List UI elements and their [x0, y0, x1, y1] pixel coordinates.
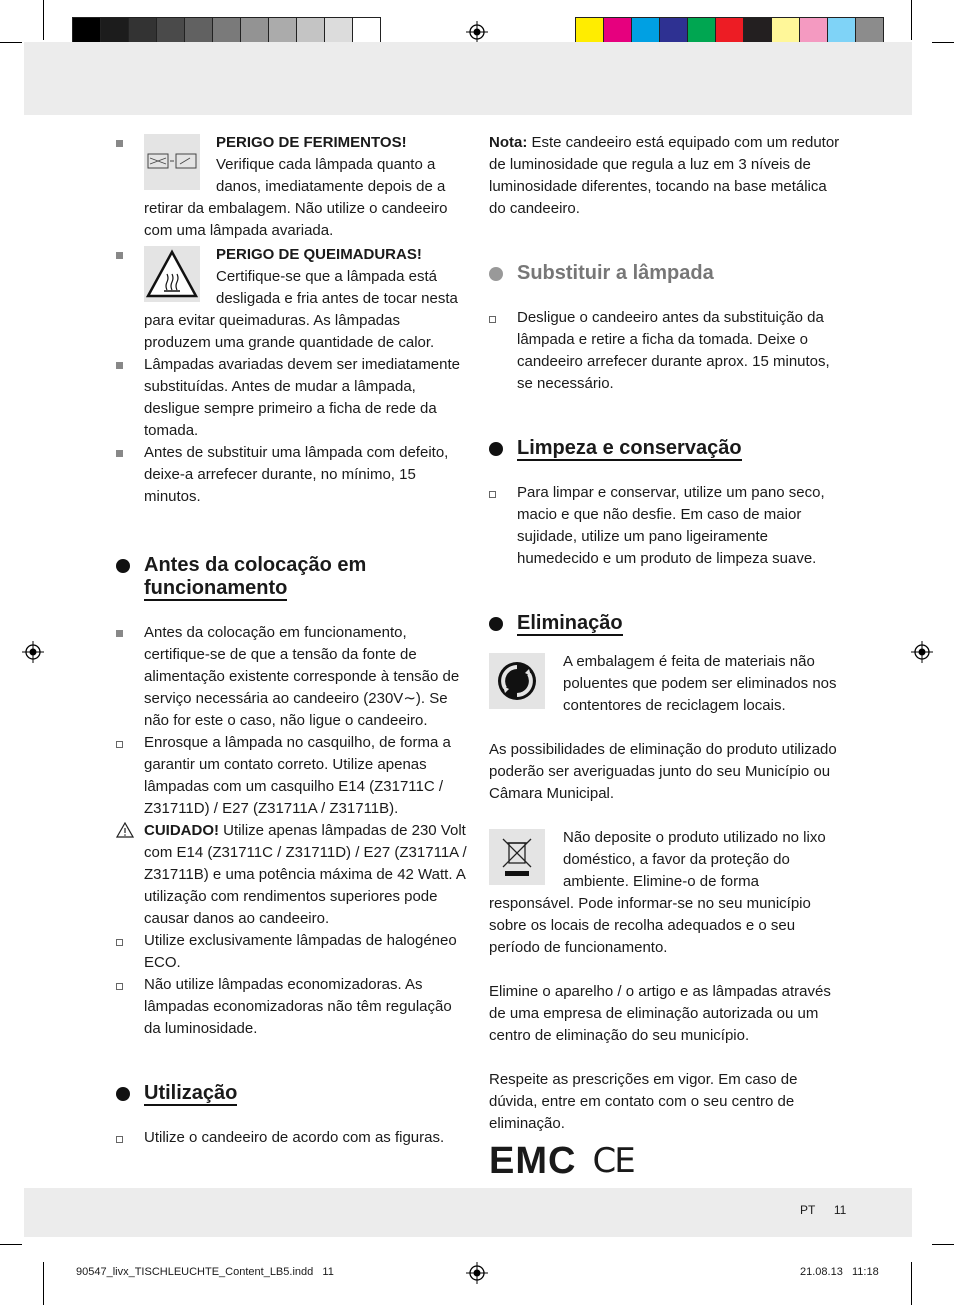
page-number: 11 — [833, 1203, 847, 1217]
list-item — [116, 732, 468, 820]
list-item-text: Não utilize lâmpadas economizadoras. As lâmpadas economizadoras não têm regulação da luminosidade. — [144, 976, 452, 1037]
hot-surface-icon — [144, 246, 200, 302]
heading-dot-icon — [116, 1087, 130, 1101]
list-item — [116, 930, 468, 974]
list-item-text: Para limpar e conservar, utilize um pano seco, macio e que não desfie. Em caso de maior sujidade, utilize um pano ligeiramente humedecido e um produto de limpeza suave. — [517, 484, 825, 567]
crop-mark — [932, 42, 954, 43]
paragraph-text: Elimine o aparelho / o artigo e as lâmpadas através de uma empresa de eliminação autorizada ou um centro de eliminação do seu município. — [489, 983, 831, 1044]
checkbox-bullet — [489, 491, 496, 498]
recycle-green-dot-icon — [489, 653, 545, 709]
warning-triangle-icon — [116, 822, 134, 838]
warn1-body: Verifique cada lâmpada quanto a danos, imediatamente depois de a retirar da embalagem. Não utilize o candeeiro com uma lâmpada avariada. — [144, 156, 448, 239]
lamp-damage-icon — [144, 134, 200, 190]
footer-band — [24, 1188, 912, 1237]
paragraph-text: Respeite as prescrições em vigor. Em caso de dúvida, entre em contato com o seu centro de eliminação. — [489, 1071, 798, 1132]
language-code: PT — [800, 1203, 816, 1217]
warn1-title: PERIGO DE FERIMENTOS! — [216, 134, 407, 151]
warning-injury — [116, 132, 468, 242]
left-column — [116, 132, 468, 1149]
heading-text: funcionamento — [144, 577, 288, 599]
checkbox-bullet — [489, 316, 496, 323]
paragraph-text: As possibilidades de eliminação do produto utilizado poderão ser averiguadas junto do seu Município ou Câmara Municipal. — [489, 741, 837, 802]
warning-burn — [116, 244, 468, 354]
checkbox-bullet — [116, 939, 123, 946]
crop-mark — [932, 1244, 954, 1245]
note-label: Nota: — [489, 134, 528, 151]
registration-mark-icon — [22, 641, 44, 663]
warn2-body: Certifique-se que a lâmpada está desligada e fria antes de tocar nesta para evitar queimaduras. As lâmpadas produzem uma grande quantidade de calor. — [144, 268, 458, 351]
list-item-text: Desligue o candeeiro antes da substituição da lâmpada e retire a ficha da tomada. Deixe o candeeiro arrefecer durante aprox. 15 minutos, se necessário. — [517, 309, 830, 392]
note-body: Este candeeiro está equipado com um redutor de luminosidade que regula a luz em 3 níveis de luminosidade diferentes, tocando na base metálica do candeeiro. — [489, 134, 840, 217]
crop-mark — [43, 1262, 44, 1305]
section-heading-replace-lamp — [489, 262, 841, 285]
list-item — [116, 974, 468, 1040]
section-heading-cleaning — [489, 437, 841, 460]
heading-text: Antes da colocação em — [144, 554, 367, 576]
list-item — [116, 622, 468, 732]
crop-mark — [43, 0, 44, 40]
list-item-text: Lâmpadas avariadas devem ser imediatamente substituídas. Antes de mudar a lâmpada, desligue sempre primeiro a ficha de rede da tomada. — [144, 356, 461, 439]
conformity-marks — [489, 1141, 841, 1181]
square-bullet — [116, 140, 123, 147]
list-item — [489, 307, 841, 395]
list-item — [489, 482, 841, 570]
list-item-text: Utilize exclusivamente lâmpadas de halogéneo ECO. — [144, 932, 457, 971]
crop-mark — [0, 42, 22, 43]
note-paragraph — [489, 132, 841, 220]
list-item — [116, 442, 468, 508]
heading-text: Eliminação — [517, 612, 623, 634]
warn2-title: PERIGO DE QUEIMADURAS! — [216, 246, 422, 263]
checkbox-bullet — [116, 983, 123, 990]
right-column — [489, 132, 841, 1181]
square-bullet — [116, 450, 123, 457]
crossed-bin-icon — [489, 829, 545, 885]
section-heading-disposal — [489, 612, 841, 635]
list-item-text: Utilize o candeeiro de acordo com as figuras. — [144, 1129, 445, 1146]
weee-text: Não deposite o produto utilizado no lixo doméstico, a favor da proteção do ambiente. Elimine-o de forma responsável. Pode informar-se no seu município sobre os locais de recolha adequados e o seu período de funcionamento. — [489, 829, 826, 956]
heading-dot-icon — [489, 267, 503, 281]
caution-note — [116, 820, 468, 930]
registration-mark-icon — [466, 21, 488, 43]
heading-dot-icon — [489, 442, 503, 456]
list-item-text: Enrosque a lâmpada no casquilho, de forma a garantir um contato correto. Utilize apenas lâmpadas com um casquilho E14 (Z31711C / Z31711D) / E27 (Z31711A / Z31711B). — [144, 734, 451, 817]
emc-logo: EMC — [489, 1140, 577, 1182]
checkbox-bullet — [116, 741, 123, 748]
disposal-paragraph — [489, 1069, 841, 1135]
crop-mark — [0, 1244, 22, 1245]
square-bullet — [116, 362, 123, 369]
crop-mark — [911, 1262, 912, 1305]
registration-mark-icon — [911, 641, 933, 663]
list-item — [116, 1127, 468, 1149]
disposal-paragraph — [489, 739, 841, 805]
weee-block — [489, 827, 841, 959]
ce-mark: CE — [592, 1141, 634, 1181]
heading-text: Limpeza e conservação — [517, 437, 742, 459]
heading-text: Substituir a lâmpada — [517, 262, 714, 284]
heading-dot-icon — [116, 559, 130, 573]
list-item-text: Antes de substituir uma lâmpada com defeito, deixe-a arrefecer durante, no mínimo, 15 minutos. — [144, 444, 449, 505]
disposal-paragraph — [489, 981, 841, 1047]
list-item-text: Antes da colocação em funcionamento, certifique-se de que a tensão da fonte de alimentação existente corresponde à tensão de serviço necessária ao candeeiro (230V∼). Se não for este o caso, não ligue o candeeiro. — [144, 624, 460, 729]
recycle-block — [489, 651, 841, 717]
page-footer — [800, 1203, 846, 1217]
square-bullet — [116, 252, 123, 259]
recycle-text: A embalagem é feita de materiais não poluentes que podem ser eliminados nos contentores de reciclagem locais. — [563, 653, 837, 714]
caution-body: Utilize apenas lâmpadas de 230 Volt com E14 (Z31711C / Z31711D) / E27 (Z31711A / Z31711B) e uma potência máxima de 42 Watt. A utilização com rendimentos superiores pode causar danos ao candeeiro. — [144, 822, 467, 927]
section-heading-before-use — [116, 554, 468, 600]
caution-label: CUIDADO! — [144, 822, 219, 839]
list-item — [116, 354, 468, 442]
square-bullet — [116, 630, 123, 637]
heading-dot-icon — [489, 617, 503, 631]
slug-datetime: 21.08.13 11:18 — [800, 1266, 879, 1278]
registration-mark-icon — [466, 1262, 488, 1284]
slug-filename: 90547_livx_TISCHLEUCHTE_Content_LB5.indd 11 — [76, 1266, 334, 1278]
crop-mark — [911, 0, 912, 40]
checkbox-bullet — [116, 1136, 123, 1143]
header-band — [24, 42, 912, 115]
heading-text: Utilização — [144, 1082, 238, 1104]
section-heading-usage — [116, 1082, 468, 1105]
